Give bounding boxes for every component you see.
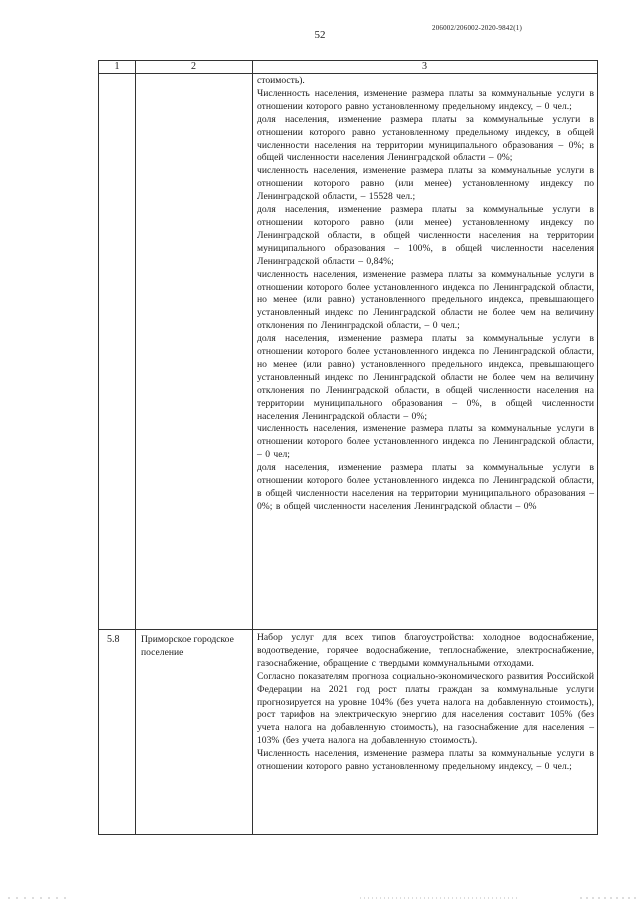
- scan-edge-marks: [0, 895, 640, 901]
- continuation-paragraph: численность населения, изменение размера платы за коммунальные услуги в отношении которого более установленного индекса по Ленинградской области, но менее (или равно) установленного предельного индекса, превышающего установленный индекс по Ленинградской области не более чем на величину отклонения по Ленинградской области, – 0 чел.;: [257, 268, 594, 332]
- continuation-paragraph: доля населения, изменение размера платы за коммунальные услуги в отношении которого более установленного индекса по Ленинградской области, в общей численности населения на территории муниципального образования – 0%; в общей численности населения Ленинградской области – 0%: [257, 462, 594, 512]
- continuation-paragraph: доля населения, изменение размера платы за коммунальные услуги в отношении которого равно (или менее) установленному индексу по Ленинградской области, в общей численности населения на территории муниципального образования – 100%, в общей численности населения Ленинградской области – 0,84%;: [257, 204, 594, 267]
- column-divider-2: [252, 61, 253, 834]
- data-table: [98, 60, 598, 835]
- page-number: 52: [314, 29, 326, 41]
- row-number: 5.8: [107, 634, 120, 645]
- header-divider: [99, 73, 597, 74]
- description-paragraph: Набор услуг для всех типов благоустройства: холодное водоснабжение, водоотведение, горячее водоснабжение, теплоснабжение, электроснабжение, газоснабжение, обращение с твердыми коммунальными отходами.: [257, 632, 594, 669]
- description-paragraph: Численность населения, изменение размера платы за коммунальные услуги в отношении которого равно установленному предельному индексу, – 0 чел.;: [257, 748, 594, 773]
- row-5-8-description: [257, 632, 594, 774]
- header-col-2: 2: [191, 61, 196, 72]
- header-col-1: 1: [114, 61, 120, 72]
- continuation-paragraph: доля населения, изменение размера платы за коммунальные услуги в отношении которого более установленного индекса по Ленинградской области, но менее (или равно) установленного предельного индекса, превышающего установленный индекс по Ленинградской области не более чем на величину отклонения по Ленинградской области, в общей численности населения на территории муниципального образования – 0%, в общей численности населения Ленинградской области – 0%;: [257, 333, 594, 422]
- row-divider: [99, 629, 597, 630]
- continuation-paragraph: Численность населения, изменение размера платы за коммунальные услуги в отношении которого равно установленному предельному индексу, – 0 чел.;: [257, 87, 594, 112]
- continuation-paragraph: доля населения, изменение размера платы за коммунальные услуги в отношении которого равно установленному предельному индексу, в общей численности населения на территории муниципального образования – 0%; в общей численности населения Ленинградской области – 0%;: [257, 113, 594, 164]
- description-paragraph: Согласно показателям прогноза социально-экономического развития Российской Федерации на 2021 год рост платы граждан за коммунальные услуги прогнозируется на уровне 104% (без учета налога на добавленную стоимость), рост тарифов на электрическую энергию для населения составит 105% (без учета налога на добавленную стоимость), на газоснабжение для населения – 103% (без учета налога на добавленную стоимость).: [257, 670, 594, 747]
- column-divider-1: [135, 61, 136, 834]
- header-col-3: 3: [422, 61, 427, 72]
- continuation-paragraph: численность населения, изменение размера платы за коммунальные услуги в отношении которого равно (или менее) установленному индексу по Ленинградской области, – 15528 чел.;: [257, 165, 594, 203]
- settlement-name: Приморское городское поселение: [141, 634, 234, 658]
- continuation-paragraph: численность населения, изменение размера платы за коммунальные услуги в отношении которого более установленного индекса по Ленинградской области, – 0 чел;: [257, 423, 594, 461]
- document-id: 206002/206002-2020-9842(1): [432, 24, 522, 32]
- continuation-paragraph: стоимость).: [257, 75, 305, 86]
- continuation-cell: [257, 75, 594, 514]
